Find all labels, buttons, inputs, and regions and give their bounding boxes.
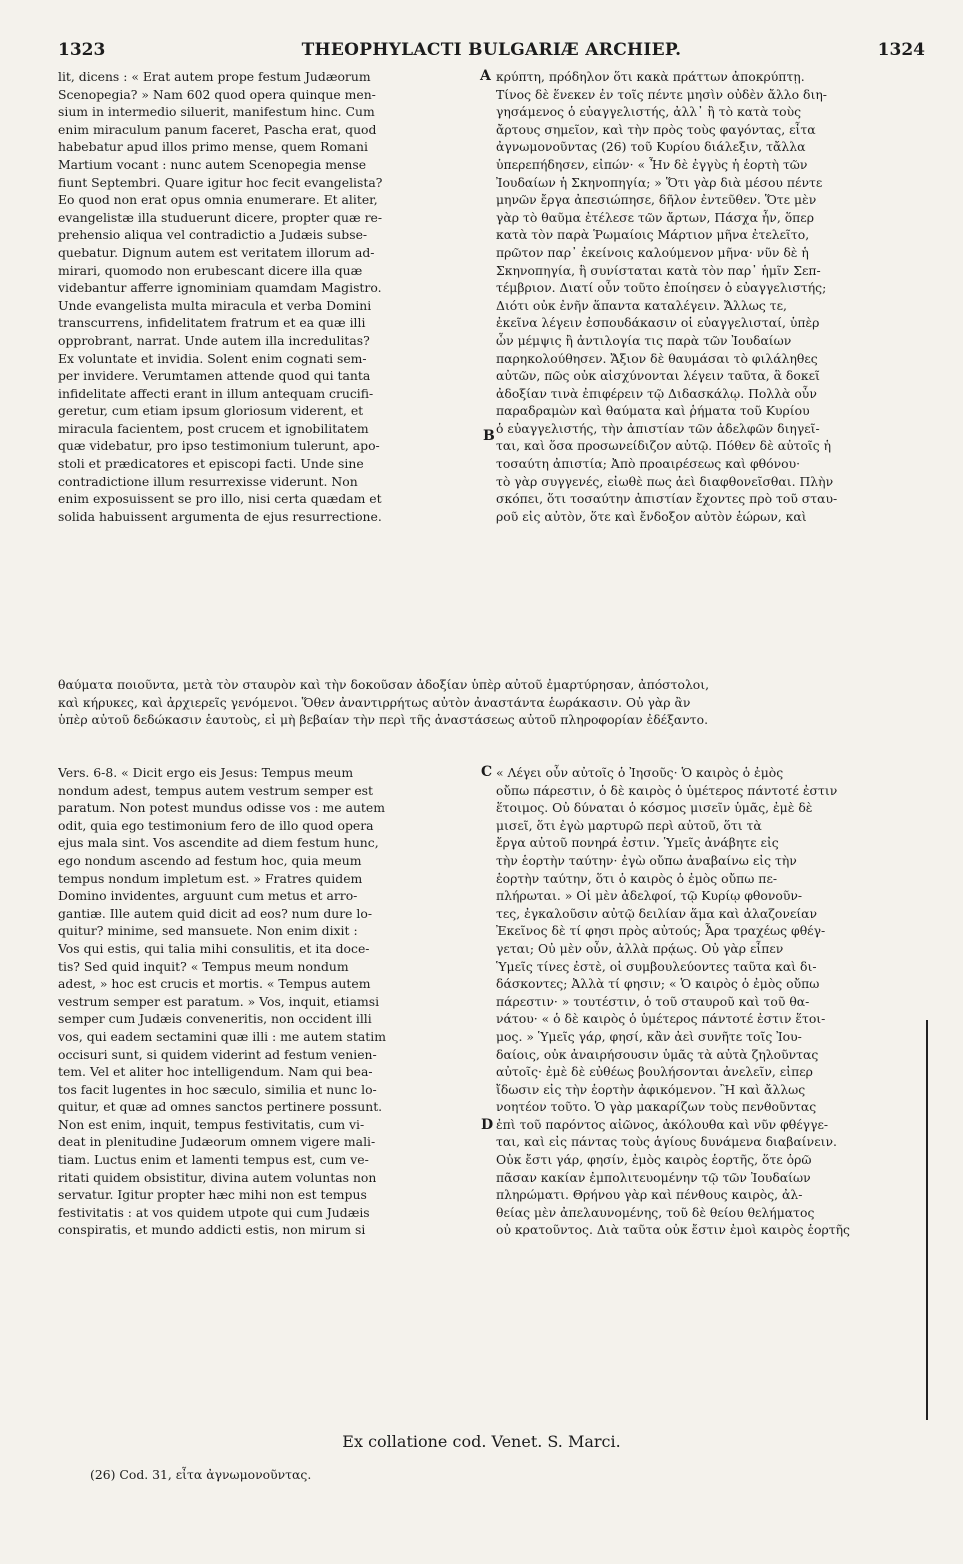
text-line: μισεῖ, ὅτι ἐγὼ μαρτυρῶ περὶ αὐτοῦ, ὅτι τὰ	[496, 817, 762, 833]
text-line: ἐπὶ τοῦ παρόντος αἰῶνος, ἀκόλουθα καὶ νῦν φθέγγε-	[496, 1116, 829, 1132]
text-line: tiam. Luctus enim et lamenti tempus est, cum ve-	[58, 1152, 369, 1168]
page-number-left: 1323	[58, 40, 106, 60]
text-line: θαύματα ποιοῦντα, μετὰ τὸν σταυρὸν καὶ τὴν δοκοῦσαν ἀδοξίαν ὑπὲρ αὐτοῦ ἐμαρτύρησαν, ἀπόστολοι,	[58, 677, 710, 692]
text-line: Vers. 6-8. « Dicit ergo eis Jesus: Tempus meum	[58, 765, 354, 780]
text-line: lit, dicens : « Erat autem prope festum Judæorum	[58, 69, 371, 84]
text-line: ἀδοξίαν τινὰ ἐπιφέρειν τῷ Διδασκάλῳ. Πολλὰ οὖν	[496, 385, 817, 401]
text-line: quitur? minime, sed mansuete. Non enim dixit :	[58, 923, 358, 939]
text-line: αὐτῶν, πῶς οὐκ αἰσχύνονται λέγειν ταῦτα, ἃ δοκεῖ	[496, 368, 820, 384]
text-line: ego nondum ascendo ad festum hoc, quia meum	[58, 852, 362, 868]
text-line: tempus nondum impletum est. » Fratres quidem	[58, 870, 363, 886]
text-line: τὸ γὰρ συγγενές, εἰωθὲ πως ἀεὶ διαφθονεῖσθαι. Πλὴν	[496, 473, 834, 489]
text-line: enim exposuissent se pro illo, nisi certa quædam et	[58, 491, 382, 507]
text-line: τοσαύτη ἀπιστία; Ἀπὸ προαιρέσεως καὶ φθόνου·	[496, 456, 801, 472]
text-line: prehensio aliqua vel contradictio a Judæis subse-	[58, 227, 368, 243]
text-line: tem. Vel et aliter hoc intelligendum. Nam qui bea-	[58, 1064, 373, 1080]
text-line: Διότι οὐκ ἐνῆν ἅπαντα καταλέγειν. Ἄλλως τε,	[496, 297, 787, 313]
text-line: οὔπω πάρεστιν, ὁ δὲ καιρὸς ὁ ὑμέτερος πάντοτέ ἐστιν	[496, 782, 838, 798]
text-line: ται, καὶ εἰς πάντας τοὺς ἁγίους δυνάμενα διαβαίνειν.	[496, 1134, 837, 1150]
text-line: odit, quia ego testimonium fero de illo quod opera	[58, 817, 374, 833]
text-line: « Λέγει οὖν αὐτοῖς ὁ Ἰησοῦς· Ὁ καιρὸς ὁ ἐμὸς	[496, 765, 784, 780]
text-line: Ὑμεῖς τίνες ἐστὲ, οἱ συμβουλεύοντες ταῦτα καὶ δι-	[496, 958, 817, 974]
text-line: κατὰ τὸν παρὰ Ῥωμαίοις Μάρτιον μῆνα ἐτελεῖτο,	[496, 227, 810, 243]
text-line: transcurrens, infidelitatem fratrum et ea quæ illi	[58, 315, 366, 331]
text-line: fiunt Septembri. Quare igitur hoc fecit evangelista?	[58, 174, 383, 190]
text-line: deat in plenitudine Judæorum omnem vigere mali-	[58, 1134, 376, 1150]
text-line: gantiæ. Ille autem quid dicit ad eos? num dure lo-	[58, 905, 373, 921]
text-line: πλήρωται. » Οἱ μὲν ἀδελφοί, τῷ Κυρίῳ φθονοῦν-	[496, 888, 803, 904]
text-line: ὑπερεπήδησεν, εἰπών· « Ἦν δὲ ἐγγὺς ἡ ἑορτὴ τῶν	[496, 156, 808, 172]
text-line: Non est enim, inquit, tempus festivitatis, cum vi-	[58, 1116, 365, 1132]
text-line: γεται; Οὐ μὲν οὖν, ἀλλὰ πρᾴως. Οὐ γὰρ εἶπεν	[496, 940, 784, 956]
text-line: adest, » hoc est crucis et mortis. « Tempus autem	[58, 976, 371, 992]
text-line: Eo quod non erat opus omnia enumerare. Et aliter,	[58, 192, 378, 208]
latin-column-bottom	[58, 764, 493, 1239]
text-line: μηνῶν ἔργα ἀπεσιώπησε, δῆλον ἐντεῦθεν. Ὅτε μὲν	[496, 192, 817, 208]
text-line: κρύπτη, πρόδηλον ὅτι κακὰ πράττων ἀποκρύπτῃ.	[496, 69, 805, 84]
text-line: ἄρτους σημεῖον, καὶ τὴν πρὸς τοὺς φαγόντας, εἶτα	[496, 121, 816, 137]
text-line: paratum. Non potest mundus odisse vos : me autem	[58, 800, 385, 816]
section-marker-d: D	[481, 1117, 494, 1133]
running-header	[58, 40, 925, 66]
text-line: Ἰουδαίων ἡ Σκηνοπηγία; » Ὅτι γὰρ διὰ μέσου πέντε	[496, 174, 823, 190]
latin-column-top	[58, 68, 490, 525]
column-edge-rule	[926, 1020, 928, 1420]
text-line: per invidere. Verumtamen attende quod qui tanta	[58, 368, 371, 384]
text-line: τέμβριον. Διατί οὖν τοῦτο ἐποίησεν ὁ εὐαγγελιστής;	[496, 280, 827, 296]
text-line: ejus mala sint. Vos ascendite ad diem festum hunc,	[58, 835, 379, 851]
text-line: semper cum Judæis conveneritis, non occident illi	[58, 1011, 372, 1027]
text-line: Unde evangelista multa miracula et verba Domini	[58, 297, 372, 313]
text-line: δάσκοντες; Ἀλλὰ τί φησιν; « Ὁ καιρὸς ὁ ἐμὸς οὔπω	[496, 976, 820, 992]
text-line: θείας μὲν ἀπελαυνομένης, τοῦ δὲ θείου θελήματος	[496, 1204, 815, 1220]
text-line: Vos qui estis, qui talia mihi consulitis, et ita doce-	[58, 940, 370, 956]
text-line: Martium vocant : nunc autem Scenopegia mense	[58, 156, 367, 172]
text-line: ritati quidem obsistitur, divina autem voluntas non	[58, 1169, 377, 1185]
text-line: contradictione illum resurrexisse viderunt. Non	[58, 473, 358, 489]
text-line: ἑορτὴν ταύτην, ὅτι ὁ καιρὸς ὁ ἐμὸς οὔπω πε-	[496, 870, 778, 886]
text-line: γησάμενος ὁ εὐαγγελιστής, ἀλλ᾽ ἢ τὸ κατὰ τοὺς	[496, 104, 802, 120]
text-line: sium in intermedio siluerit, manifestum hinc. Cum	[58, 104, 375, 120]
text-line: τες, ἐγκαλοῦσιν αὐτῷ δειλίαν ἅμα καὶ ἀλαζονείαν	[496, 905, 818, 921]
text-line: ἀγνωμονοῦντας (26) τοῦ Κυρίου διάλεξιν, τἄλλα	[496, 139, 806, 155]
text-line: ἐκεῖνα λέγειν ἐσπουδάκασιν οἱ εὐαγγελισταί, ὑπὲρ	[496, 315, 820, 331]
text-line: miracula facientem, post crucem et ignobilitatem	[58, 420, 369, 436]
section-marker-b: B	[483, 428, 495, 444]
text-line: tis? Sed quid inquit? « Tempus meum nondum	[58, 958, 349, 974]
text-line: Ἐκεῖνος δὲ τί φησι πρὸς αὐτούς; Ἆρα τραχέως φθέγ-	[496, 923, 826, 939]
text-line: πᾶσαν κακίαν ἐμπολιτευομένην τῷ τῶν Ἰουδαίων	[496, 1169, 811, 1185]
text-line: νοητέον τοῦτο. Ὁ γὰρ μακαρίζων τοὺς πενθοῦντας	[496, 1099, 817, 1115]
text-line: infidelitate affecti erant in illum antequam crucifi-	[58, 385, 374, 401]
text-line: ται, καὶ ὅσα προσωνείδιζον αὐτῷ. Πόθεν δὲ αὐτοῖς ἡ	[496, 438, 832, 454]
text-line: ὧν μέμψις ἢ ἀντιλογία τις παρὰ τῶν Ἰουδαίων	[496, 332, 792, 348]
text-line: conspiratis, et mundo addicti estis, non mirum si	[58, 1222, 366, 1238]
text-line: ροῦ εἰς αὐτὸν, ὅτε καὶ ἔνδοξον αὐτὸν ἑώρων, καὶ	[496, 508, 807, 524]
text-line: quebatur. Dignum autem est veritatem illorum ad-	[58, 244, 375, 260]
text-line: solida habuissent argumenta de ejus resurrectione.	[58, 508, 382, 524]
text-line: ὁ εὐαγγελιστής, τὴν ἀπιστίαν τῶν ἀδελφῶν διηγεῖ-	[496, 420, 820, 436]
text-line: ὑπὲρ αὐτοῦ δεδώκασιν ἑαυτοὺς, εἰ μὴ βεβαίαν τὴν περὶ τῆς ἀναστάσεως αὐτοῦ πληροφορίαν ἐδέξαντο.	[58, 712, 709, 728]
text-line: ἔργα αὐτοῦ πονηρά ἐστιν. Ὑμεῖς ἀνάβητε εἰς	[496, 835, 779, 851]
text-line: οὐ κρατοῦντος. Διὰ ταῦτα οὐκ ἔστιν ἐμοὶ καιρὸς ἑορτῆς	[496, 1222, 850, 1238]
text-line: nondum adest, tempus autem vestrum semper est	[58, 782, 374, 798]
greek-column-top	[496, 68, 928, 525]
text-line: mirari, quomodo non erubescant dicere illa quæ	[58, 262, 363, 278]
text-line: geretur, cum etiam ipsum gloriosum viderent, et	[58, 403, 364, 419]
running-title: THEOPHYLACTI BULGARIÆ ARCHIEP.	[301, 40, 682, 60]
text-line: vestrum semper est paratum. » Vos, inquit, etiamsi	[58, 993, 380, 1009]
text-line: καὶ κήρυκες, καὶ ἀρχιερεῖς γενόμενοι. Ὅθεν ἀναντιρρήτως αὐτὸν ἀναστάντα ἑωράκασιν. Οὐ γὰρ ἂν	[58, 694, 691, 710]
text-line: occisuri sunt, si quidem viderint ad festum venien-	[58, 1046, 377, 1062]
text-line: servatur. Igitur propter hæc mihi non est tempus	[58, 1187, 367, 1203]
text-line: festivitatis : at vos quidem utpote qui cum Judæis	[58, 1204, 370, 1220]
text-line: habebatur apud illos primo mense, quem Romani	[58, 139, 368, 155]
text-line: evangelistæ illa studuerunt dicere, propter quæ re-	[58, 209, 383, 225]
text-line: πάρεστιν· » τουτέστιν, ὁ τοῦ σταυροῦ καὶ τοῦ θα-	[496, 993, 810, 1009]
text-line: Σκηνοπηγία, ἣ συνίσταται κατὰ τὸν παρ᾽ ἡμῖν Σεπ-	[496, 262, 821, 278]
collation-note: Ex collatione cod. Venet. S. Marci.	[342, 1432, 621, 1451]
full-width-greek-passage	[58, 676, 928, 729]
text-line: ἕτοιμος. Οὐ δύναται ὁ κόσμος μισεῖν ὑμᾶς, ἐμὲ δὲ	[496, 800, 813, 816]
text-line: Οὐκ ἔστι γάρ, φησίν, ἐμὸς καιρὸς ἑορτῆς, ὅτε ὁρῶ	[496, 1152, 812, 1168]
text-line: videbantur afferre ignominiam quamdam Magistro.	[58, 280, 382, 296]
text-line: enim miraculum panum faceret, Pascha erat, quod	[58, 121, 377, 137]
greek-column-bottom	[496, 764, 928, 1239]
text-line: Τίνος δὲ ἕνεκεν ἐν τοῖς πέντε μησὶν οὐδὲν ἄλλο διη-	[496, 86, 827, 102]
text-line: πληρώματι. Θρήνου γὰρ καὶ πένθους καιρὸς, ἀλ-	[496, 1187, 803, 1203]
text-line: γὰρ τὸ θαῦμα ἐτέλεσε τῶν ἄρτων, Πάσχα ἦν, ὅπερ	[496, 209, 815, 225]
section-marker-c: C	[481, 764, 493, 780]
text-line: σκόπει, ὅτι τοσαύτην ἀπιστίαν ἔχοντες πρὸ τοῦ σταυ-	[496, 491, 838, 507]
text-line: quitur, et quæ ad omnes sanctos pertinere possunt.	[58, 1099, 383, 1115]
text-line: Scenopegia? » Nam 602 quod opera quinque men-	[58, 86, 376, 102]
text-line: ἴδωσιν εἰς τὴν ἑορτὴν ἀφικόμενον. Ἢ καὶ ἄλλως	[496, 1081, 806, 1097]
text-line: παρηκολούθησεν. Ἄξιον δὲ θαυμάσαι τὸ φιλάληθες	[496, 350, 818, 366]
footnote: (26) Cod. 31, εἶτα ἀγνωμονοῦντας.	[90, 1467, 312, 1482]
text-line: Ex voluntate et invidia. Solent enim cognati sem-	[58, 350, 367, 366]
text-line: αὐτοῖς· ἐμὲ δὲ εὐθέως βουλήσονται ἀνελεῖν, εἰπερ	[496, 1064, 813, 1080]
text-line: πρῶτον παρ᾽ ἐκείνοις καλούμενον μῆνα· νῦν δὲ ἡ	[496, 244, 809, 260]
section-marker-a: A	[480, 68, 491, 84]
text-line: νάτου· « ὁ δὲ καιρὸς ὁ ὑμέτερος πάντοτέ ἐστιν ἕτοι-	[496, 1011, 826, 1027]
page-number-right: 1324	[877, 40, 925, 60]
text-line: quæ videbatur, pro ipso testimonium tulerunt, apo-	[58, 438, 380, 454]
text-line: tos facit lugentes in hoc sæculo, similia et nunc lo-	[58, 1081, 377, 1097]
text-line: stoli et prædicatores et episcopi facti. Unde sine	[58, 456, 364, 472]
text-line: τὴν ἑορτὴν ταύτην· ἐγὼ οὔπω ἀναβαίνω εἰς τὴν	[496, 852, 797, 868]
text-line: δαίοις, οὐκ ἀναιρήσουσιν ὑμᾶς τὰ αὐτὰ ζηλοῦντας	[496, 1046, 819, 1062]
text-line: μος. » Ὑμεῖς γάρ, φησί, κἂν ἀεὶ συνῆτε τοῖς Ἰου-	[496, 1028, 802, 1044]
text-line: opprobrant, narrat. Unde autem illa incredulitas?	[58, 332, 370, 348]
text-line: Domino invidentes, arguunt cum metus et arro-	[58, 888, 358, 904]
text-line: παραδραμὼν καὶ θαύματα καὶ ῥήματα τοῦ Κυρίου	[496, 403, 810, 419]
text-line: vos, qui eadem sectamini quæ illi : me autem statim	[58, 1028, 386, 1044]
